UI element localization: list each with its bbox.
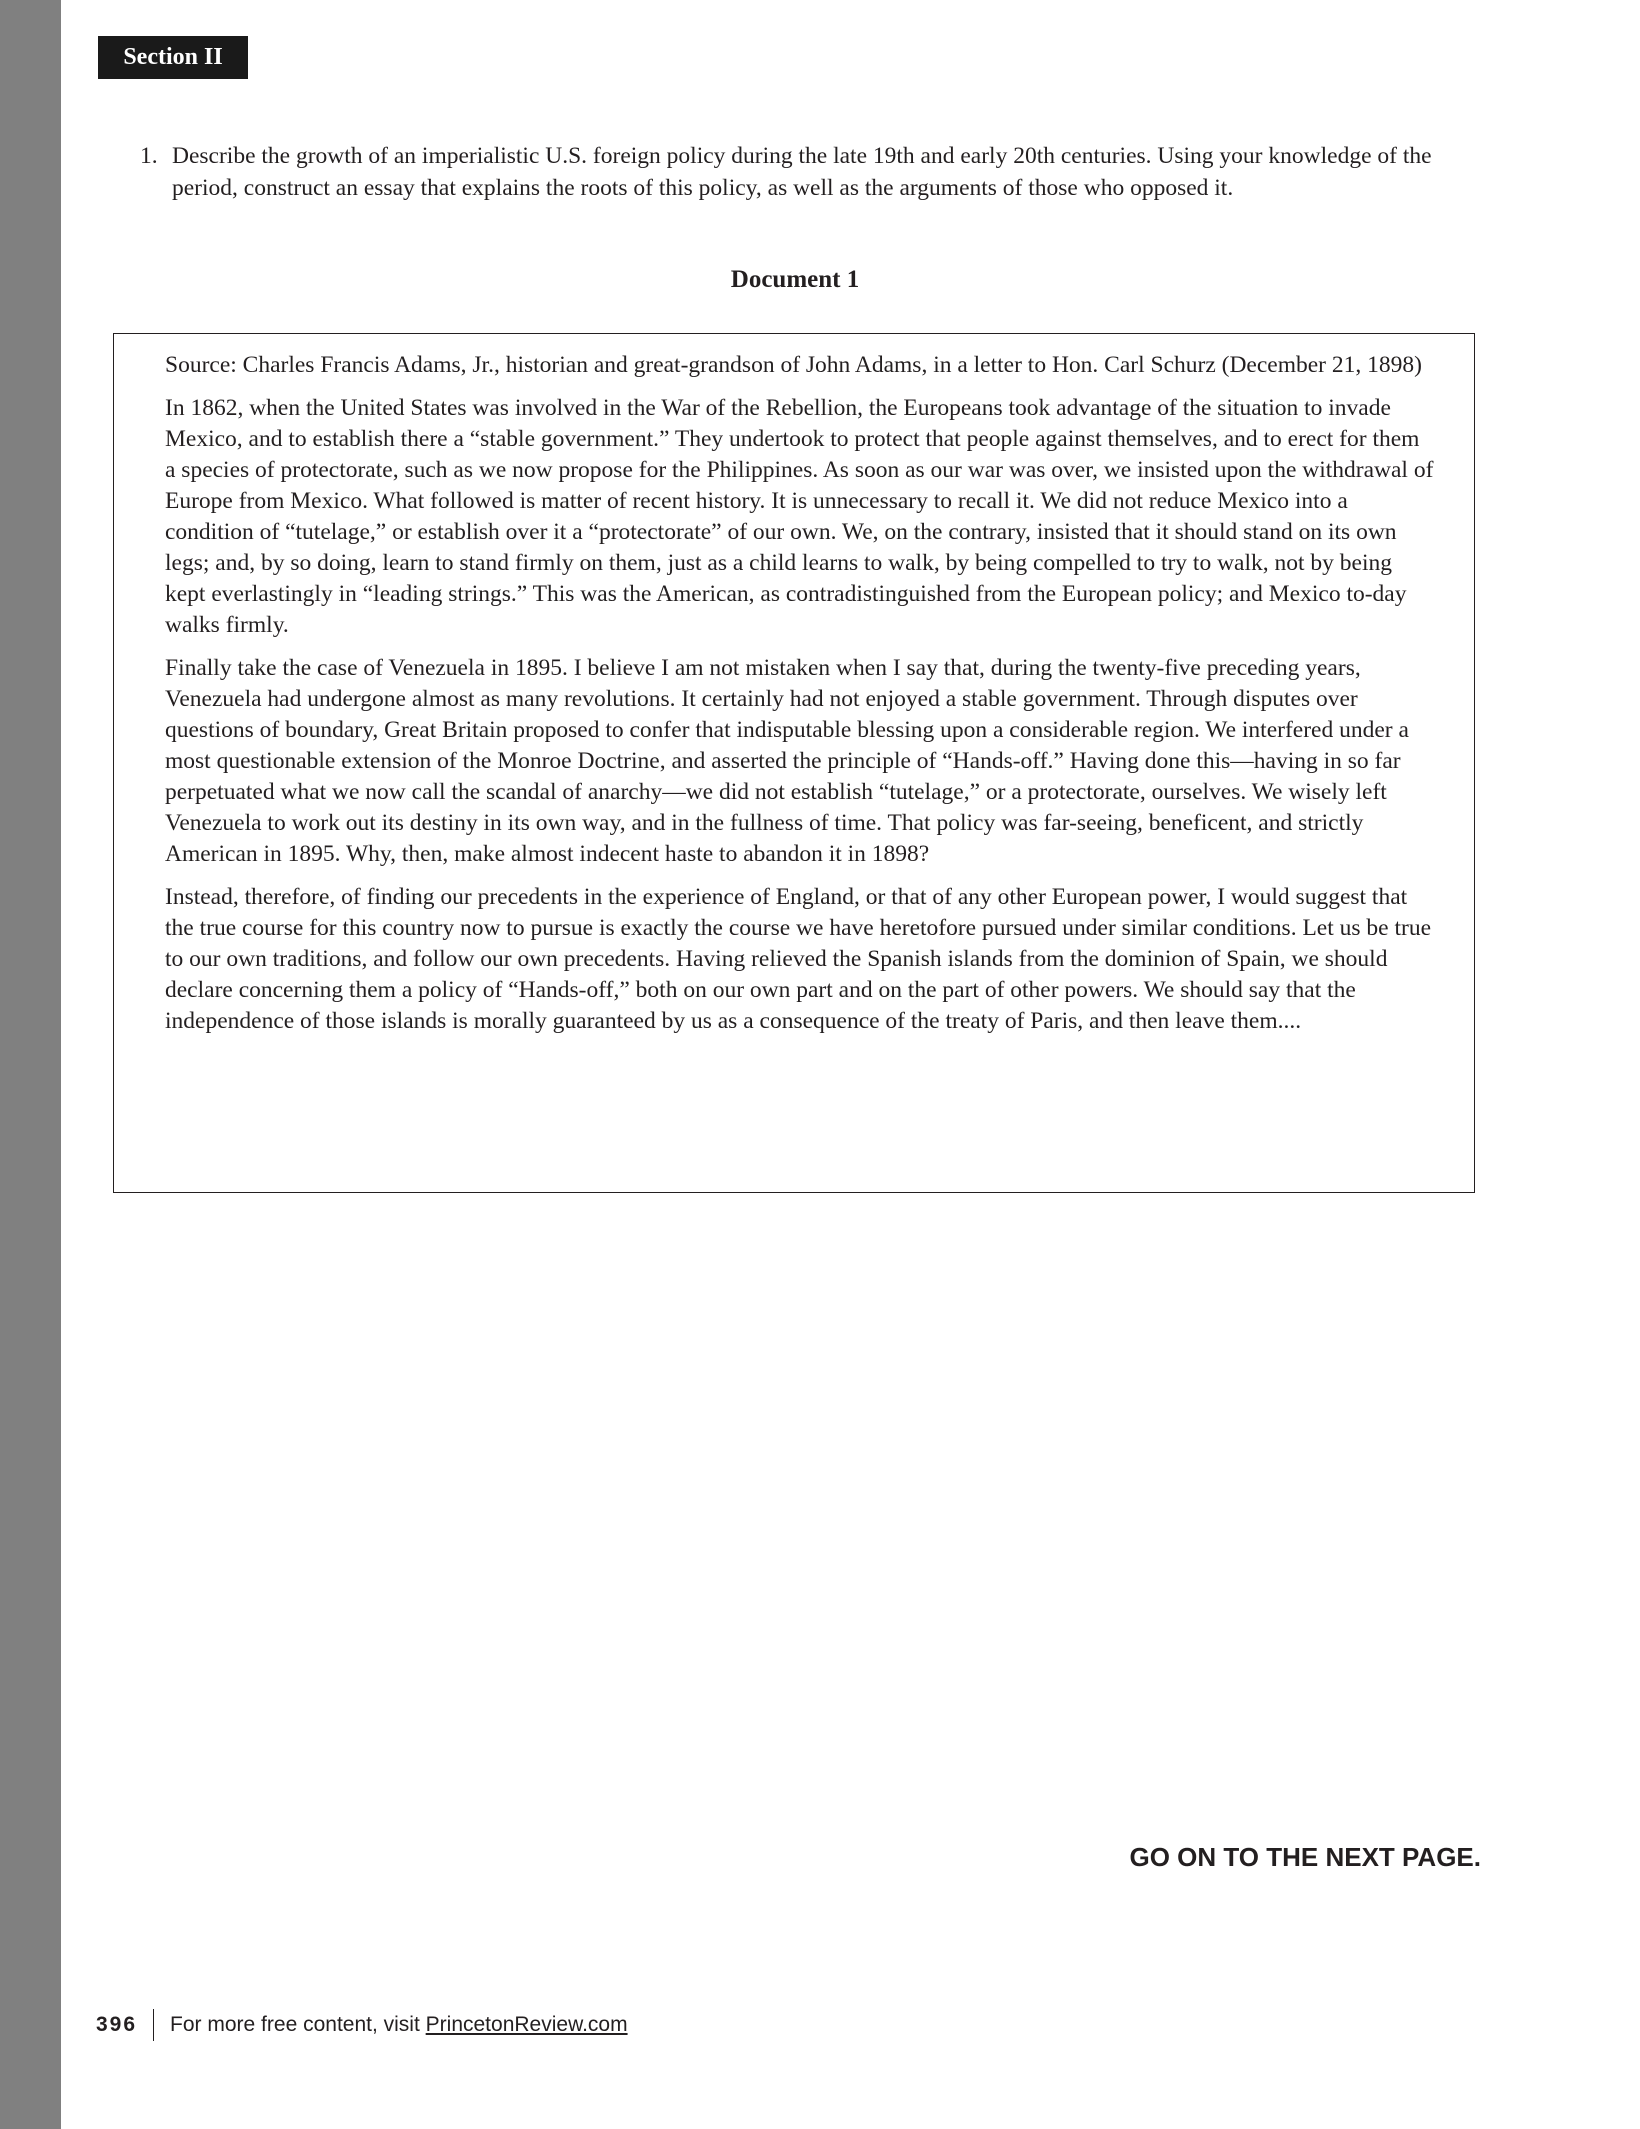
document-paragraph: Finally take the case of Venezuela in 1895. I believe I am not mistaken when I say that, during the twenty-five preceding years, Venezuela had undergone almost as many revolutions. It certainly had not enjoyed a stable government. Through disputes over questions of boundary, Great Britain proposed to confer that indisputable blessing upon a considerable region. We interfered under a most questionable extension of the Monroe Doctrine, and asserted the principle of “Hands-off.” Having done this—having in so far perpetuated what we now call the scandal of anarchy—we did not establish “tutelage,” or a protectorate, ourselves. We wisely left Venezuela to work out its destiny in its own way, and in the fullness of time. That policy was far-seeing, beneficent, and strictly American in 1895. Why, then, make almost indecent haste to abandon it in 1898? [165, 655, 1409, 867]
princeton-review-link[interactable]: PrincetonReview.com [425, 2013, 628, 2036]
footer-text: For more free content, visit [170, 2013, 420, 2036]
footer-divider [153, 2009, 154, 2041]
footer [96, 2008, 628, 2042]
section-label: Section II [98, 36, 248, 79]
question-text: Describe the growth of an imperialistic U.S. foreign policy during the late 19th and early 20th centuries. Using your knowledge of the period, construct an essay that explains the roots of this policy, as well as the arguments of those who opposed it. [172, 143, 1432, 201]
document-paragraph: In 1862, when the United States was involved in the War of the Rebellion, the Europeans took advantage of the situation to invade Mexico, and to establish there a “stable government.” They undertook to protect that people against themselves, and to erect for them a species of protectorate, such as we now propose for the Philippines. As soon as our war was over, we insisted upon the withdrawal of Europe from Mexico. What followed is matter of recent history. It is unnecessary to recall it. We did not reduce Mexico into a condition of “tutelage,” or establish over it a “protectorate” of our own. We, on the contrary, insisted that it should stand on its own legs; and, by so doing, learn to stand firmly on them, just as a child learns to walk, by being compelled to try to walk, not by being kept everlastingly in “leading strings.” This was the American, as contradistinguished from the European policy; and Mexico to-day walks firmly. [165, 395, 1434, 638]
question [140, 140, 1470, 204]
document-box [113, 333, 1475, 1193]
go-on-notice: GO ON TO THE NEXT PAGE. [1129, 1842, 1481, 1872]
question-number: 1. [140, 143, 158, 169]
page-number: 396 [96, 2013, 138, 2036]
document-title: Document 1 [730, 266, 860, 293]
document-paragraph: Instead, therefore, of finding our precedents in the experience of England, or that of any other European power, I would suggest that the true course for this country now to pursue is exactly the course we have heretofore pursued under similar conditions. Let us be true to our own traditions, and follow our own precedents. Having relieved the Spanish islands from the dominion of Spain, we should declare concerning them a policy of “Hands-off,” both on our own part and on the part of other powers. We should say that the independence of those islands is morally guaranteed by us as a consequence of the treaty of Paris, and then leave them.... [165, 884, 1432, 1034]
side-bar [0, 0, 61, 2129]
document-source: Source: Charles Francis Adams, Jr., historian and great-grandson of John Adams, in a letter to Hon. Carl Schurz (December 21, 1898) [165, 352, 1422, 378]
